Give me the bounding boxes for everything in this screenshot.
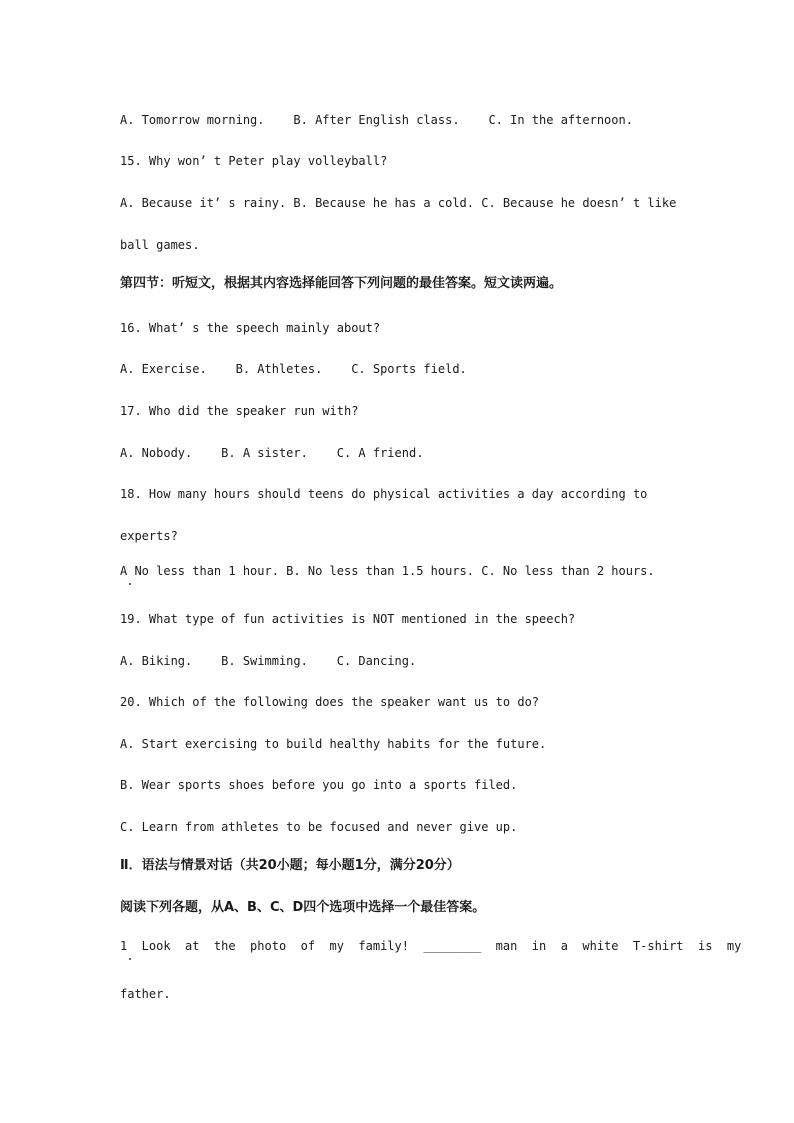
q15-question: 15. Why won’ t Peter play volleyball? [120,154,388,168]
q20-option-a: A. Start exercising to build healthy habits for the future. [120,737,547,751]
q16-question: 16. What’ s the speech mainly about? [120,321,381,335]
q18-question: 18. How many hours should teens do physical activities a day according to [120,487,648,501]
section-4-heading: 第四节：听短文，根据其内容选择能回答下列问题的最佳答案。短文读两遍。 [120,276,563,291]
q20-option-c: C. Learn from athletes to be focused and never give up. [120,820,518,834]
q16-options: A. Exercise. B. Athletes. C. Sports field. [120,362,467,376]
q17-question: 17. Who did the speaker run with? [120,404,359,418]
q20-option-b: B. Wear sports shoes before you go into a sports filed. [120,778,518,792]
q17-options: A. Nobody. B. A sister. C. A friend. [120,446,424,460]
q15-options-cont: ball games. [120,238,200,252]
dot-mark [129,958,131,960]
grammar-q1-cont: father. [120,987,171,1001]
q15-options: A. Because it’ s rainy. B. Because he has a cold. C. Because he doesn’ t like [120,196,677,210]
grammar-q1: 1 Look at the photo of my family! ________ man in a white T-shirt is my [120,939,742,953]
q19-question: 19. What type of fun activities is NOT mentioned in the speech? [120,612,576,626]
q18-options: A No less than 1 hour. B. No less than 1.5 hours. C. No less than 2 hours. [120,564,655,578]
q18-question-cont: experts? [120,529,178,543]
part-2-heading: Ⅱ．语法与情景对话（共20小题；每小题1分，满分20分） [120,858,460,873]
dot-mark [129,583,131,585]
part-2-instructions: 阅读下列各题，从A、B、C、D四个选项中选择一个最佳答案。 [120,900,486,915]
q14-options: A. Tomorrow morning. B. After English class. C. In the afternoon. [120,113,633,127]
q20-question: 20. Which of the following does the speaker want us to do? [120,695,540,709]
q19-options: A. Biking. B. Swimming. C. Dancing. [120,654,417,668]
